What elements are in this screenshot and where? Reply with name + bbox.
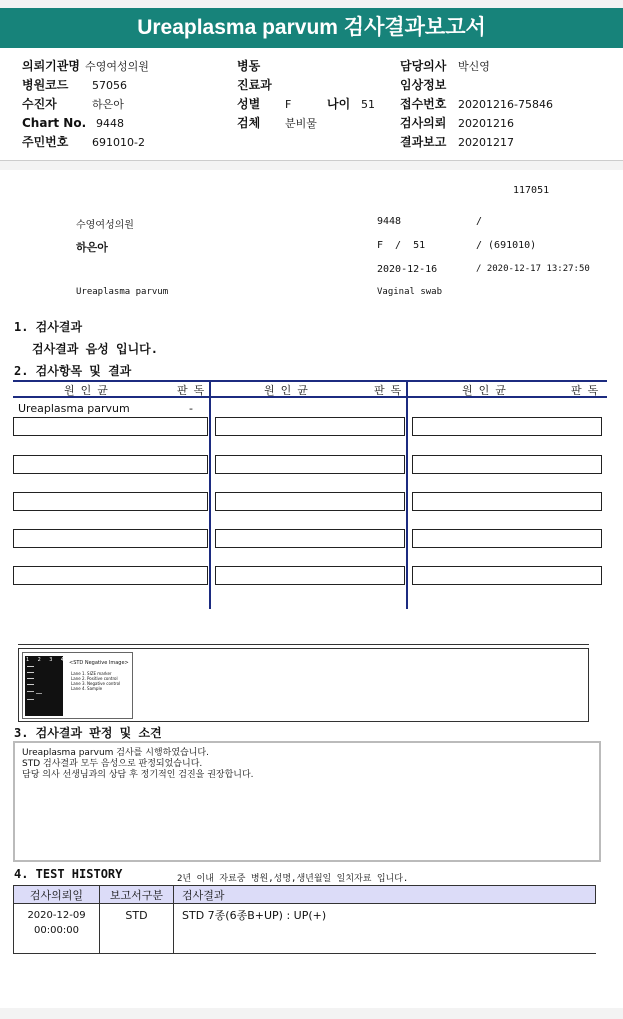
remark-line: Ureaplasma parvum 검사를 시행하였습니다. — [22, 748, 209, 758]
result-box — [412, 492, 602, 511]
col-header-judgement: 판독 — [374, 384, 408, 397]
gel-legend-item: Lane 2. Positive control — [71, 676, 118, 681]
lane-number: 3 — [49, 657, 53, 663]
field-label: 검사의뢰 — [400, 116, 447, 130]
result-box — [215, 455, 405, 474]
field-value: 691010-2 — [92, 136, 145, 149]
history-time: 00:00:00 — [34, 925, 79, 936]
field-value: 하은아 — [92, 98, 124, 111]
reported-datetime: / 2020-12-17 13:27:50 — [476, 264, 590, 274]
lane-number: 2 — [37, 657, 41, 663]
history-col-header: 검사의뢰일 — [14, 886, 100, 904]
history-type: STD — [100, 904, 174, 954]
section-1-result: 검사결과 음성 입니다. — [32, 342, 159, 356]
history-bottom-rule — [13, 953, 596, 954]
history-date: 2020-12-09 — [27, 910, 86, 921]
field-label: 수진자 — [22, 97, 57, 111]
id-part: / (691010) — [476, 240, 537, 251]
history-date-cell — [14, 904, 100, 954]
result-box — [412, 417, 602, 436]
gel-bands-icon — [25, 656, 63, 716]
remark-line: 담당 의사 선생님과의 상담 후 정기적인 검진을 권장합니다. — [22, 770, 254, 780]
field-value: 9448 — [96, 117, 124, 130]
field-value: 20201216 — [458, 117, 514, 130]
field-label: 의뢰기관명 — [22, 59, 80, 73]
age-label: 나이 — [327, 97, 351, 111]
column-divider — [406, 380, 408, 609]
section-2-title: 2. 검사항목 및 결과 — [14, 364, 132, 378]
lane-number: 4 — [60, 657, 64, 663]
item-result: - — [189, 402, 193, 415]
section-1-title: 1. 검사결과 — [14, 320, 83, 334]
result-box — [215, 492, 405, 511]
history-col-header: 보고서구분 — [100, 886, 174, 904]
specimen: Vaginal swab — [377, 287, 443, 297]
remark-line: STD 검사결과 모두 음성으로 판정되었습니다. — [22, 759, 203, 769]
field-label: 성별 — [237, 97, 261, 111]
history-note: 2년 이내 자료중 병원,성명,생년월일 일치자료 입니다. — [177, 874, 409, 884]
result-box — [13, 566, 208, 585]
result-box — [13, 455, 208, 474]
column-divider — [209, 380, 211, 609]
history-row — [14, 904, 596, 954]
history-header-row — [14, 886, 596, 904]
field-label: Chart No. — [22, 116, 87, 130]
gel-legend-item: Lane 1. SIZE marker — [71, 671, 112, 676]
gel-legend-item: Lane 3. Negative control — [71, 681, 121, 686]
gel-title: <STD Negative Image> — [69, 660, 129, 666]
field-label: 진료과 — [237, 78, 272, 92]
result-box — [215, 417, 405, 436]
history-col-header: 검사결과 — [174, 886, 596, 904]
lane-number: 1 — [26, 657, 30, 663]
gel-legend-item: Lane 4. Sample — [71, 686, 103, 691]
field-value: F — [285, 98, 292, 111]
header-col-3 — [400, 55, 620, 150]
col-header-pathogen: 원인균 — [64, 384, 114, 397]
section-4-title: 4. TEST HISTORY — [14, 867, 123, 881]
clinic-name: 수영여성의원 — [76, 220, 134, 231]
col-header-judgement: 판독 — [571, 384, 605, 397]
section-3-title: 3. 검사결과 판정 및 소견 — [14, 726, 162, 740]
result-box — [412, 455, 602, 474]
gel-lane-numbers — [26, 657, 64, 663]
col-header-pathogen: 원인균 — [462, 384, 512, 397]
field-label: 임상정보 — [400, 78, 447, 92]
gel-legend — [71, 671, 133, 691]
slash: / — [476, 216, 483, 227]
header-col-2 — [237, 55, 397, 131]
field-value: 분비물 — [285, 117, 317, 130]
test-name: Ureaplasma parvum — [76, 287, 169, 297]
gel-image — [25, 656, 63, 716]
result-box — [13, 529, 208, 548]
field-label: 병동 — [237, 59, 261, 73]
report-code: 117051 — [513, 185, 550, 196]
field-label: 결과보고 — [400, 135, 447, 149]
gel-top-rule — [18, 644, 589, 645]
field-value: 20201217 — [458, 136, 514, 149]
remarks-box — [13, 741, 601, 862]
age-value: 51 — [361, 98, 375, 111]
result-box — [13, 417, 208, 436]
field-label: 접수번호 — [400, 97, 447, 111]
result-box — [412, 566, 602, 585]
history-table — [13, 885, 596, 954]
col-header-pathogen: 원인균 — [264, 384, 314, 397]
field-label: 주민번호 — [22, 135, 69, 149]
received-date: 2020-12-16 — [377, 264, 438, 275]
header-col-1 — [22, 55, 222, 150]
field-label: 검체 — [237, 116, 261, 130]
field-value: 수영여성의원 — [85, 60, 149, 73]
sex-age: F / 51 — [377, 240, 426, 251]
field-value: 20201216-75846 — [458, 98, 553, 111]
field-value: 57056 — [92, 79, 127, 92]
report-title: Ureaplasma parvum 검사결과보고서 — [0, 8, 623, 48]
result-box — [13, 492, 208, 511]
col-header-judgement: 판독 — [177, 384, 211, 397]
history-result: STD 7종(6종B+UP) : UP(+) — [174, 904, 596, 954]
field-value: 박신영 — [458, 60, 490, 73]
field-label: 병원코드 — [22, 78, 69, 92]
chart-no: 9448 — [377, 216, 402, 227]
item-name: Ureaplasma parvum — [18, 402, 130, 415]
result-box — [215, 529, 405, 548]
result-box — [215, 566, 405, 585]
patient-name: 하은아 — [76, 241, 108, 254]
field-label: 담당의사 — [400, 59, 447, 73]
result-box — [412, 529, 602, 548]
